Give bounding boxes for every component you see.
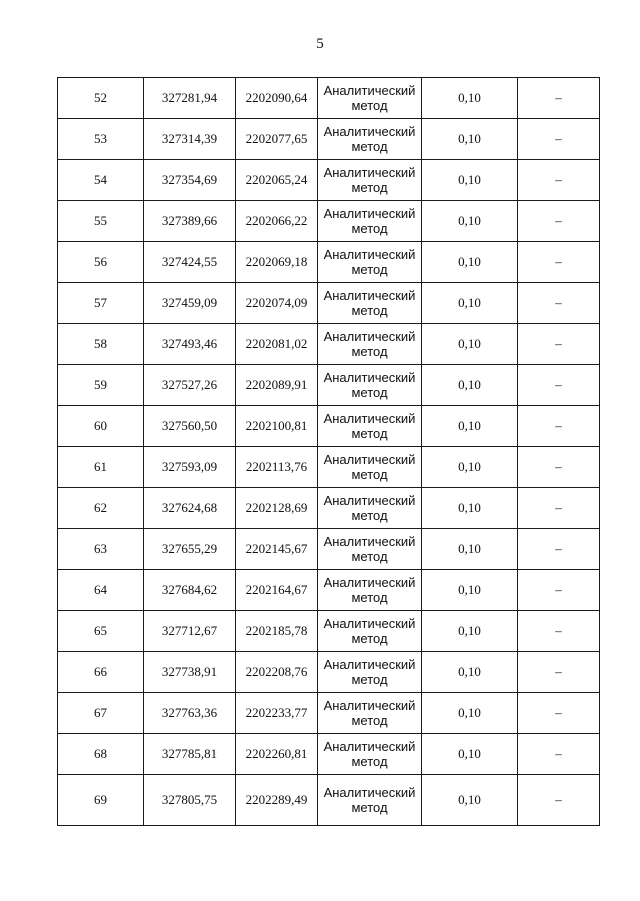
method-text-line2: метод: [351, 426, 388, 441]
accuracy-cell: 0,10: [422, 160, 518, 201]
point-number-cell: 65: [58, 611, 144, 652]
note-cell: –: [518, 611, 600, 652]
method-text-line2: метод: [351, 590, 388, 605]
y-coordinate-cell: 2202077,65: [236, 119, 318, 160]
method-text-line1: Аналитический: [323, 452, 416, 467]
note-cell: –: [518, 406, 600, 447]
table-row: [58, 611, 600, 652]
method-text-line2: метод: [351, 221, 388, 236]
method-cell: [318, 652, 422, 693]
method-text-line2: метод: [351, 549, 388, 564]
method-cell: [318, 734, 422, 775]
y-coordinate-cell: 2202113,76: [236, 447, 318, 488]
accuracy-cell: 0,10: [422, 693, 518, 734]
coordinates-table: [57, 77, 600, 826]
x-coordinate-cell: 327281,94: [144, 78, 236, 119]
method-text-line1: Аналитический: [323, 739, 416, 754]
y-coordinate-cell: 2202090,64: [236, 78, 318, 119]
method-cell: [318, 365, 422, 406]
method-cell: [318, 693, 422, 734]
note-cell: –: [518, 734, 600, 775]
note-cell: –: [518, 529, 600, 570]
table-row: [58, 447, 600, 488]
method-cell: [318, 570, 422, 611]
x-coordinate-cell: 327493,46: [144, 324, 236, 365]
method-text-line1: Аналитический: [323, 206, 416, 221]
x-coordinate-cell: 327655,29: [144, 529, 236, 570]
x-coordinate-cell: 327527,26: [144, 365, 236, 406]
table-row: [58, 160, 600, 201]
method-text-line1: Аналитический: [323, 411, 416, 426]
table-row: [58, 201, 600, 242]
method-text-line1: Аналитический: [323, 165, 416, 180]
y-coordinate-cell: 2202066,22: [236, 201, 318, 242]
method-cell: [318, 406, 422, 447]
accuracy-cell: 0,10: [422, 734, 518, 775]
method-text-line2: метод: [351, 262, 388, 277]
table-row: [58, 283, 600, 324]
table-row: [58, 78, 600, 119]
point-number-cell: 64: [58, 570, 144, 611]
point-number-cell: 69: [58, 775, 144, 826]
method-text-line1: Аналитический: [323, 83, 416, 98]
method-cell: [318, 611, 422, 652]
method-cell: [318, 529, 422, 570]
table-row: [58, 365, 600, 406]
method-text-line2: метод: [351, 631, 388, 646]
method-text-line2: метод: [351, 139, 388, 154]
accuracy-cell: 0,10: [422, 283, 518, 324]
point-number-cell: 61: [58, 447, 144, 488]
note-cell: –: [518, 160, 600, 201]
note-cell: –: [518, 119, 600, 160]
method-text-line2: метод: [351, 467, 388, 482]
y-coordinate-cell: 2202185,78: [236, 611, 318, 652]
method-text-line1: Аналитический: [323, 370, 416, 385]
method-text-line1: Аналитический: [323, 288, 416, 303]
method-text-line1: Аналитический: [323, 247, 416, 262]
accuracy-cell: 0,10: [422, 201, 518, 242]
method-text-line2: метод: [351, 800, 388, 815]
accuracy-cell: 0,10: [422, 488, 518, 529]
method-text-line2: метод: [351, 98, 388, 113]
method-text-line2: метод: [351, 344, 388, 359]
table-row: [58, 406, 600, 447]
y-coordinate-cell: 2202208,76: [236, 652, 318, 693]
accuracy-cell: 0,10: [422, 324, 518, 365]
y-coordinate-cell: 2202065,24: [236, 160, 318, 201]
table-body: [58, 78, 600, 826]
y-coordinate-cell: 2202233,77: [236, 693, 318, 734]
table-row: [58, 529, 600, 570]
x-coordinate-cell: 327738,91: [144, 652, 236, 693]
method-cell: [318, 324, 422, 365]
y-coordinate-cell: 2202260,81: [236, 734, 318, 775]
method-text-line2: метод: [351, 303, 388, 318]
x-coordinate-cell: 327459,09: [144, 283, 236, 324]
x-coordinate-cell: 327354,69: [144, 160, 236, 201]
table-row: [58, 734, 600, 775]
table-row: [58, 652, 600, 693]
accuracy-cell: 0,10: [422, 242, 518, 283]
method-text-line2: метод: [351, 180, 388, 195]
method-cell: [318, 447, 422, 488]
method-text-line2: метод: [351, 508, 388, 523]
y-coordinate-cell: 2202100,81: [236, 406, 318, 447]
point-number-cell: 54: [58, 160, 144, 201]
x-coordinate-cell: 327560,50: [144, 406, 236, 447]
table-row: [58, 324, 600, 365]
point-number-cell: 67: [58, 693, 144, 734]
accuracy-cell: 0,10: [422, 652, 518, 693]
y-coordinate-cell: 2202289,49: [236, 775, 318, 826]
point-number-cell: 58: [58, 324, 144, 365]
point-number-cell: 52: [58, 78, 144, 119]
x-coordinate-cell: 327763,36: [144, 693, 236, 734]
table-row: [58, 693, 600, 734]
point-number-cell: 55: [58, 201, 144, 242]
method-text-line1: Аналитический: [323, 698, 416, 713]
y-coordinate-cell: 2202069,18: [236, 242, 318, 283]
note-cell: –: [518, 78, 600, 119]
method-text-line1: Аналитический: [323, 657, 416, 672]
x-coordinate-cell: 327424,55: [144, 242, 236, 283]
table-row: [58, 242, 600, 283]
x-coordinate-cell: 327684,62: [144, 570, 236, 611]
method-text-line1: Аналитический: [323, 329, 416, 344]
note-cell: –: [518, 447, 600, 488]
method-cell: [318, 78, 422, 119]
method-cell: [318, 242, 422, 283]
table-row: [58, 775, 600, 826]
note-cell: –: [518, 201, 600, 242]
y-coordinate-cell: 2202128,69: [236, 488, 318, 529]
method-text-line2: метод: [351, 385, 388, 400]
accuracy-cell: 0,10: [422, 447, 518, 488]
method-cell: [318, 201, 422, 242]
table-row: [58, 488, 600, 529]
method-text-line1: Аналитический: [323, 785, 416, 800]
accuracy-cell: 0,10: [422, 775, 518, 826]
point-number-cell: 57: [58, 283, 144, 324]
note-cell: –: [518, 570, 600, 611]
accuracy-cell: 0,10: [422, 406, 518, 447]
table-row: [58, 570, 600, 611]
x-coordinate-cell: 327624,68: [144, 488, 236, 529]
method-text-line1: Аналитический: [323, 124, 416, 139]
method-text-line1: Аналитический: [323, 493, 416, 508]
method-text-line2: метод: [351, 713, 388, 728]
method-cell: [318, 119, 422, 160]
accuracy-cell: 0,10: [422, 529, 518, 570]
note-cell: –: [518, 775, 600, 826]
y-coordinate-cell: 2202089,91: [236, 365, 318, 406]
point-number-cell: 63: [58, 529, 144, 570]
note-cell: –: [518, 693, 600, 734]
x-coordinate-cell: 327712,67: [144, 611, 236, 652]
accuracy-cell: 0,10: [422, 78, 518, 119]
note-cell: –: [518, 488, 600, 529]
page-number: 5: [316, 36, 324, 52]
x-coordinate-cell: 327805,75: [144, 775, 236, 826]
method-text-line1: Аналитический: [323, 534, 416, 549]
point-number-cell: 68: [58, 734, 144, 775]
accuracy-cell: 0,10: [422, 119, 518, 160]
method-cell: [318, 283, 422, 324]
method-cell: [318, 488, 422, 529]
accuracy-cell: 0,10: [422, 611, 518, 652]
note-cell: –: [518, 652, 600, 693]
accuracy-cell: 0,10: [422, 570, 518, 611]
point-number-cell: 62: [58, 488, 144, 529]
accuracy-cell: 0,10: [422, 365, 518, 406]
method-text-line2: метод: [351, 754, 388, 769]
point-number-cell: 66: [58, 652, 144, 693]
point-number-cell: 59: [58, 365, 144, 406]
x-coordinate-cell: 327314,39: [144, 119, 236, 160]
point-number-cell: 60: [58, 406, 144, 447]
x-coordinate-cell: 327785,81: [144, 734, 236, 775]
y-coordinate-cell: 2202145,67: [236, 529, 318, 570]
method-text-line2: метод: [351, 672, 388, 687]
x-coordinate-cell: 327389,66: [144, 201, 236, 242]
y-coordinate-cell: 2202074,09: [236, 283, 318, 324]
y-coordinate-cell: 2202164,67: [236, 570, 318, 611]
note-cell: –: [518, 242, 600, 283]
method-text-line1: Аналитический: [323, 575, 416, 590]
point-number-cell: 53: [58, 119, 144, 160]
method-text-line1: Аналитический: [323, 616, 416, 631]
y-coordinate-cell: 2202081,02: [236, 324, 318, 365]
x-coordinate-cell: 327593,09: [144, 447, 236, 488]
point-number-cell: 56: [58, 242, 144, 283]
method-cell: [318, 160, 422, 201]
note-cell: –: [518, 324, 600, 365]
note-cell: –: [518, 283, 600, 324]
note-cell: –: [518, 365, 600, 406]
method-cell: [318, 775, 422, 826]
table-row: [58, 119, 600, 160]
